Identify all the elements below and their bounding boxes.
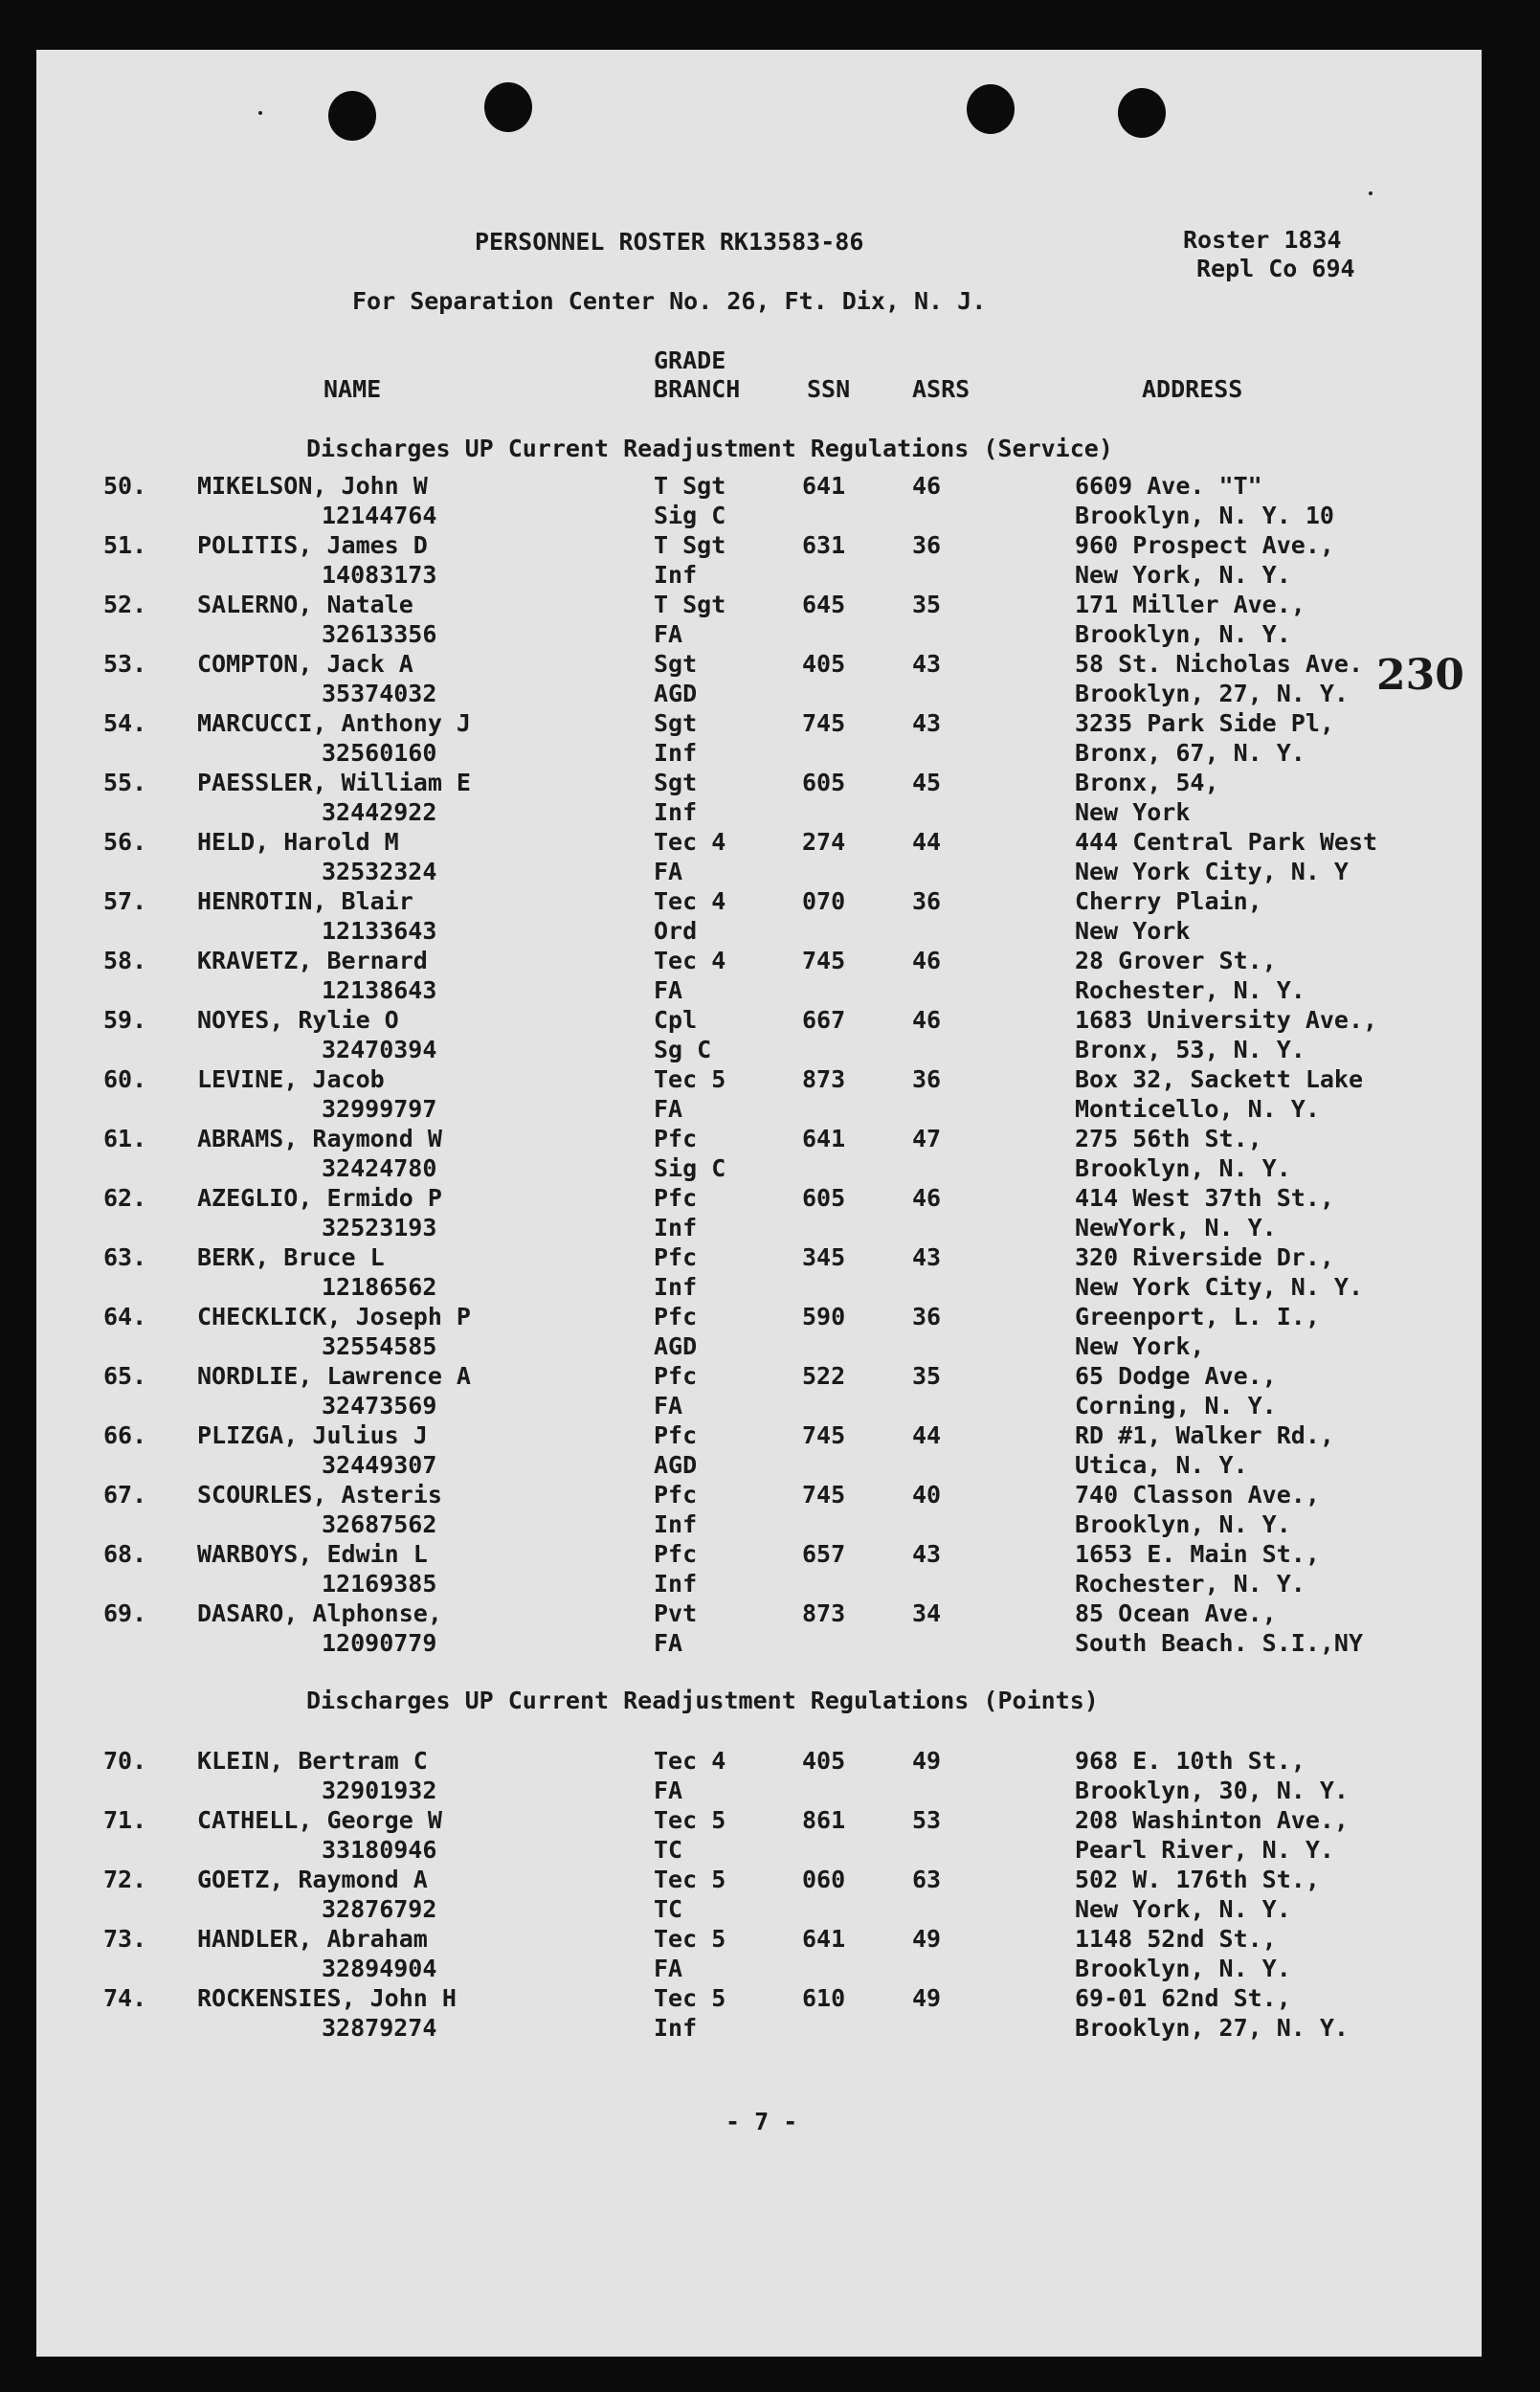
roster-row (36, 1805, 1482, 1865)
serial-number: 32613356 (322, 620, 437, 648)
address-line-1: RD #1, Walker Rd., (1075, 1421, 1334, 1449)
serial-number: 32523193 (322, 1214, 437, 1241)
serial-number: 32687562 (322, 1510, 437, 1538)
serial-number: 12133643 (322, 917, 437, 945)
serial-number: 32442922 (322, 798, 437, 826)
address-line-2: New York, N. Y. (1075, 1895, 1291, 1923)
entry-number: 65. (103, 1362, 147, 1390)
entry-number: 57. (103, 887, 147, 915)
asrs-score: 46 (912, 472, 942, 500)
ssn-code: 405 (802, 1747, 846, 1775)
address-line-1: 1683 University Ave., (1075, 1006, 1378, 1034)
person-name: SALERNO, Natale (197, 591, 413, 618)
asrs-score: 44 (912, 1421, 942, 1449)
branch: FA (654, 1629, 683, 1657)
asrs-score: 36 (912, 1065, 942, 1093)
roster-row (36, 827, 1482, 886)
ssn-code: 873 (802, 1599, 846, 1627)
branch: AGD (654, 1451, 698, 1479)
address-line-1: 28 Grover St., (1075, 947, 1277, 974)
address-line-1: Box 32, Sackett Lake (1075, 1065, 1364, 1093)
entry-number: 51. (103, 531, 147, 559)
section-title-points: Discharges UP Current Readjustment Regulations (Points) (306, 1687, 1099, 1714)
serial-number: 35374032 (322, 680, 437, 707)
address-line-1: 968 E. 10th St., (1075, 1747, 1306, 1775)
punch-hole-2 (484, 82, 532, 132)
ssn-code: 641 (802, 472, 846, 500)
address-line-1: 208 Washinton Ave., (1075, 1806, 1349, 1834)
col-header-ssn: SSN (807, 375, 851, 403)
serial-number: 33180946 (322, 1836, 437, 1864)
branch: Sg C (654, 1036, 712, 1063)
speck (258, 111, 262, 115)
grade: Tec 4 (654, 947, 726, 974)
grade: T Sgt (654, 531, 726, 559)
ssn-code: 641 (802, 1125, 846, 1152)
address-line-1: 6609 Ave. "T" (1075, 472, 1262, 500)
serial-number: 32532324 (322, 858, 437, 885)
ssn-code: 605 (802, 769, 846, 796)
person-name: CHECKLICK, Joseph P (197, 1303, 471, 1330)
branch: TC (654, 1836, 683, 1864)
speck (1369, 191, 1373, 195)
address-line-1: 740 Classon Ave., (1075, 1481, 1320, 1509)
address-line-2: South Beach. S.I.,NY (1075, 1629, 1364, 1657)
ssn-code: 610 (802, 1984, 846, 2012)
entry-number: 62. (103, 1184, 147, 1212)
address-line-2: Utica, N. Y. (1075, 1451, 1248, 1479)
person-name: CATHELL, George W (197, 1806, 442, 1834)
roster-title: PERSONNEL ROSTER RK13583-86 (475, 228, 864, 256)
address-line-1: 1653 E. Main St., (1075, 1540, 1320, 1568)
address-line-1: 320 Riverside Dr., (1075, 1243, 1334, 1271)
ssn-code: 631 (802, 531, 846, 559)
person-name: PLIZGA, Julius J (197, 1421, 428, 1449)
branch: FA (654, 976, 683, 1004)
address-line-1: 85 Ocean Ave., (1075, 1599, 1277, 1627)
branch: FA (654, 858, 683, 885)
entry-number: 67. (103, 1481, 147, 1509)
person-name: HANDLER, Abraham (197, 1925, 428, 1953)
address-line-1: 444 Central Park West (1075, 828, 1378, 856)
grade: Cpl (654, 1006, 698, 1034)
roster-row (36, 946, 1482, 1005)
grade: Pfc (654, 1421, 698, 1449)
branch: Inf (654, 2014, 698, 2042)
serial-number: 12144764 (322, 502, 437, 529)
person-name: NOYES, Rylie O (197, 1006, 399, 1034)
asrs-score: 35 (912, 591, 942, 618)
roster-row (36, 590, 1482, 649)
serial-number: 32473569 (322, 1392, 437, 1420)
serial-number: 32894904 (322, 1955, 437, 1982)
serial-number: 12090779 (322, 1629, 437, 1657)
grade: Tec 5 (654, 1984, 726, 2012)
ssn-code: 745 (802, 1481, 846, 1509)
col-header-address: ADDRESS (1142, 375, 1243, 403)
address-line-2: Brooklyn, 27, N. Y. (1075, 680, 1349, 707)
branch: FA (654, 1955, 683, 1982)
grade: Tec 5 (654, 1925, 726, 1953)
entry-number: 53. (103, 650, 147, 678)
grade: Pfc (654, 1481, 698, 1509)
col-header-branch: BRANCH (654, 375, 741, 403)
serial-number: 32999797 (322, 1095, 437, 1123)
entry-number: 71. (103, 1806, 147, 1834)
branch: AGD (654, 680, 698, 707)
asrs-score: 46 (912, 947, 942, 974)
serial-number: 32876792 (322, 1895, 437, 1923)
grade: Tec 4 (654, 1747, 726, 1775)
entry-number: 55. (103, 769, 147, 796)
asrs-score: 35 (912, 1362, 942, 1390)
roster-row (36, 1746, 1482, 1805)
grade: Sgt (654, 650, 698, 678)
entry-number: 50. (103, 472, 147, 500)
person-name: MIKELSON, John W (197, 472, 428, 500)
grade: Pfc (654, 1303, 698, 1330)
punch-hole-4 (1118, 88, 1166, 138)
separation-center-subtitle: For Separation Center No. 26, Ft. Dix, N. J. (352, 287, 987, 315)
asrs-score: 53 (912, 1806, 942, 1834)
address-line-2: Brooklyn, N. Y. (1075, 620, 1291, 648)
asrs-score: 46 (912, 1006, 942, 1034)
grade: Sgt (654, 709, 698, 737)
roster-row (36, 708, 1482, 768)
page-number: - 7 - (725, 2108, 798, 2135)
asrs-score: 49 (912, 1747, 942, 1775)
serial-number: 32560160 (322, 739, 437, 767)
entry-number: 63. (103, 1243, 147, 1271)
roster-row (36, 1242, 1482, 1302)
grade: Tec 5 (654, 1866, 726, 1893)
branch: Inf (654, 739, 698, 767)
person-name: DASARO, Alphonse, (197, 1599, 442, 1627)
address-line-2: Brooklyn, N. Y. (1075, 1154, 1291, 1182)
address-line-1: 414 West 37th St., (1075, 1184, 1334, 1212)
roster-row (36, 1924, 1482, 1983)
grade: Tec 4 (654, 887, 726, 915)
punch-hole-1 (328, 91, 376, 141)
address-line-1: 1148 52nd St., (1075, 1925, 1277, 1953)
person-name: ROCKENSIES, John H (197, 1984, 457, 2012)
entry-number: 73. (103, 1925, 147, 1953)
punch-hole-3 (967, 84, 1015, 134)
roster-row (36, 1064, 1482, 1124)
person-name: KRAVETZ, Bernard (197, 947, 428, 974)
serial-number: 32554585 (322, 1332, 437, 1360)
address-line-2: New York, N. Y. (1075, 561, 1291, 589)
address-line-1: 960 Prospect Ave., (1075, 531, 1334, 559)
serial-number: 14083173 (322, 561, 437, 589)
grade: T Sgt (654, 472, 726, 500)
address-line-2: New York, (1075, 1332, 1205, 1360)
asrs-score: 45 (912, 769, 942, 796)
asrs-score: 47 (912, 1125, 942, 1152)
address-line-2: Brooklyn, 30, N. Y. (1075, 1777, 1349, 1804)
ssn-code: 667 (802, 1006, 846, 1034)
person-name: POLITIS, James D (197, 531, 428, 559)
branch: TC (654, 1895, 683, 1923)
roster-number: Roster 1834 (1183, 226, 1342, 254)
branch: Inf (654, 1570, 698, 1598)
grade: Sgt (654, 769, 698, 796)
address-line-2: Rochester, N. Y. (1075, 976, 1306, 1004)
ssn-code: 605 (802, 1184, 846, 1212)
address-line-2: Bronx, 53, N. Y. (1075, 1036, 1306, 1063)
asrs-score: 43 (912, 709, 942, 737)
entry-number: 56. (103, 828, 147, 856)
asrs-score: 36 (912, 887, 942, 915)
address-line-2: New York City, N. Y (1075, 858, 1349, 885)
serial-number: 32424780 (322, 1154, 437, 1182)
address-line-2: NewYork, N. Y. (1075, 1214, 1277, 1241)
person-name: HENROTIN, Blair (197, 887, 413, 915)
grade: Tec 4 (654, 828, 726, 856)
roster-row (36, 530, 1482, 590)
asrs-score: 49 (912, 1984, 942, 2012)
address-line-2: Brooklyn, N. Y. (1075, 1510, 1291, 1538)
entry-number: 61. (103, 1125, 147, 1152)
address-line-1: Cherry Plain, (1075, 887, 1262, 915)
entry-number: 64. (103, 1303, 147, 1330)
entry-number: 72. (103, 1866, 147, 1893)
address-line-1: 65 Dodge Ave., (1075, 1362, 1277, 1390)
branch: Sig C (654, 1154, 726, 1182)
address-line-1: 58 St. Nicholas Ave. (1075, 650, 1364, 678)
entry-number: 58. (103, 947, 147, 974)
ssn-code: 873 (802, 1065, 846, 1093)
entry-number: 60. (103, 1065, 147, 1093)
person-name: LEVINE, Jacob (197, 1065, 385, 1093)
branch: Ord (654, 917, 698, 945)
address-line-2: Bronx, 67, N. Y. (1075, 739, 1306, 767)
entry-number: 74. (103, 1984, 147, 2012)
entry-number: 68. (103, 1540, 147, 1568)
person-name: NORDLIE, Lawrence A (197, 1362, 471, 1390)
person-name: PAESSLER, William E (197, 769, 471, 796)
person-name: KLEIN, Bertram C (197, 1747, 428, 1775)
entry-number: 52. (103, 591, 147, 618)
address-line-2: Monticello, N. Y. (1075, 1095, 1320, 1123)
person-name: ABRAMS, Raymond W (197, 1125, 442, 1152)
page-stamp-number: 230 (1376, 651, 1464, 700)
entry-number: 69. (103, 1599, 147, 1627)
roster-row (36, 471, 1482, 530)
asrs-score: 43 (912, 1243, 942, 1271)
ssn-code: 745 (802, 1421, 846, 1449)
address-line-1: Bronx, 54, (1075, 769, 1219, 796)
roster-row (36, 1183, 1482, 1242)
col-header-asrs: ASRS (912, 375, 971, 403)
address-line-1: 502 W. 176th St., (1075, 1866, 1320, 1893)
col-header-name: NAME (324, 375, 382, 403)
roster-row (36, 1539, 1482, 1598)
asrs-score: 44 (912, 828, 942, 856)
branch: FA (654, 1777, 683, 1804)
roster-row (36, 649, 1482, 708)
ssn-code: 641 (802, 1925, 846, 1953)
asrs-score: 36 (912, 1303, 942, 1330)
roster-row (36, 1361, 1482, 1420)
branch: Sig C (654, 502, 726, 529)
address-line-1: 275 56th St., (1075, 1125, 1262, 1152)
person-name: BERK, Bruce L (197, 1243, 385, 1271)
roster-row (36, 1302, 1482, 1361)
ssn-code: 345 (802, 1243, 846, 1271)
entry-number: 66. (103, 1421, 147, 1449)
branch: FA (654, 1095, 683, 1123)
grade: Pfc (654, 1362, 698, 1390)
asrs-score: 34 (912, 1599, 942, 1627)
address-line-2: New York City, N. Y. (1075, 1273, 1364, 1301)
serial-number: 12169385 (322, 1570, 437, 1598)
person-name: MARCUCCI, Anthony J (197, 709, 471, 737)
address-line-2: Rochester, N. Y. (1075, 1570, 1306, 1598)
branch: FA (654, 1392, 683, 1420)
serial-number: 32879274 (322, 2014, 437, 2042)
ssn-code: 060 (802, 1866, 846, 1893)
roster-row (36, 1865, 1482, 1924)
roster-row (36, 1420, 1482, 1480)
branch: Inf (654, 1214, 698, 1241)
roster-row (36, 886, 1482, 946)
ssn-code: 861 (802, 1806, 846, 1834)
roster-row (36, 1598, 1482, 1658)
col-header-grade: GRADE (654, 347, 726, 374)
roster-row (36, 768, 1482, 827)
address-line-1: 3235 Park Side Pl, (1075, 709, 1334, 737)
grade: Pfc (654, 1243, 698, 1271)
grade: Tec 5 (654, 1806, 726, 1834)
serial-number: 32449307 (322, 1451, 437, 1479)
grade: Pfc (654, 1125, 698, 1152)
ssn-code: 274 (802, 828, 846, 856)
person-name: SCOURLES, Asteris (197, 1481, 442, 1509)
entry-number: 70. (103, 1747, 147, 1775)
ssn-code: 657 (802, 1540, 846, 1568)
branch: Inf (654, 798, 698, 826)
ssn-code: 645 (802, 591, 846, 618)
branch: AGD (654, 1332, 698, 1360)
ssn-code: 522 (802, 1362, 846, 1390)
serial-number: 32901932 (322, 1777, 437, 1804)
address-line-1: 171 Miller Ave., (1075, 591, 1306, 618)
roster-row (36, 1983, 1482, 2043)
person-name: COMPTON, Jack A (197, 650, 413, 678)
address-line-1: 69-01 62nd St., (1075, 1984, 1291, 2012)
asrs-score: 46 (912, 1184, 942, 1212)
roster-row (36, 1480, 1482, 1539)
serial-number: 12186562 (322, 1273, 437, 1301)
asrs-score: 43 (912, 1540, 942, 1568)
company-label: Repl Co 694 (1196, 255, 1355, 282)
address-line-2: New York (1075, 917, 1191, 945)
person-name: HELD, Harold M (197, 828, 399, 856)
address-line-2: Corning, N. Y. (1075, 1392, 1277, 1420)
branch: Inf (654, 561, 698, 589)
ssn-code: 070 (802, 887, 846, 915)
branch: Inf (654, 1273, 698, 1301)
address-line-2: Pearl River, N. Y. (1075, 1836, 1334, 1864)
address-line-2: Brooklyn, 27, N. Y. (1075, 2014, 1349, 2042)
grade: Pfc (654, 1184, 698, 1212)
serial-number: 12138643 (322, 976, 437, 1004)
ssn-code: 590 (802, 1303, 846, 1330)
asrs-score: 63 (912, 1866, 942, 1893)
ssn-code: 745 (802, 947, 846, 974)
ssn-code: 745 (802, 709, 846, 737)
branch: FA (654, 620, 683, 648)
person-name: WARBOYS, Edwin L (197, 1540, 428, 1568)
roster-row (36, 1005, 1482, 1064)
grade: Tec 5 (654, 1065, 726, 1093)
person-name: AZEGLIO, Ermido P (197, 1184, 442, 1212)
asrs-score: 40 (912, 1481, 942, 1509)
document-page (36, 50, 1482, 2357)
address-line-2: Brooklyn, N. Y. 10 (1075, 502, 1334, 529)
address-line-2: Brooklyn, N. Y. (1075, 1955, 1291, 1982)
address-line-2: New York (1075, 798, 1191, 826)
ssn-code: 405 (802, 650, 846, 678)
asrs-score: 36 (912, 531, 942, 559)
person-name: GOETZ, Raymond A (197, 1866, 428, 1893)
asrs-score: 43 (912, 650, 942, 678)
entry-number: 54. (103, 709, 147, 737)
branch: Inf (654, 1510, 698, 1538)
asrs-score: 49 (912, 1925, 942, 1953)
entry-number: 59. (103, 1006, 147, 1034)
serial-number: 32470394 (322, 1036, 437, 1063)
roster-row (36, 1124, 1482, 1183)
section-title-service: Discharges UP Current Readjustment Regulations (Service) (306, 435, 1113, 462)
address-line-1: Greenport, L. I., (1075, 1303, 1320, 1330)
grade: Pvt (654, 1599, 698, 1627)
grade: Pfc (654, 1540, 698, 1568)
grade: T Sgt (654, 591, 726, 618)
